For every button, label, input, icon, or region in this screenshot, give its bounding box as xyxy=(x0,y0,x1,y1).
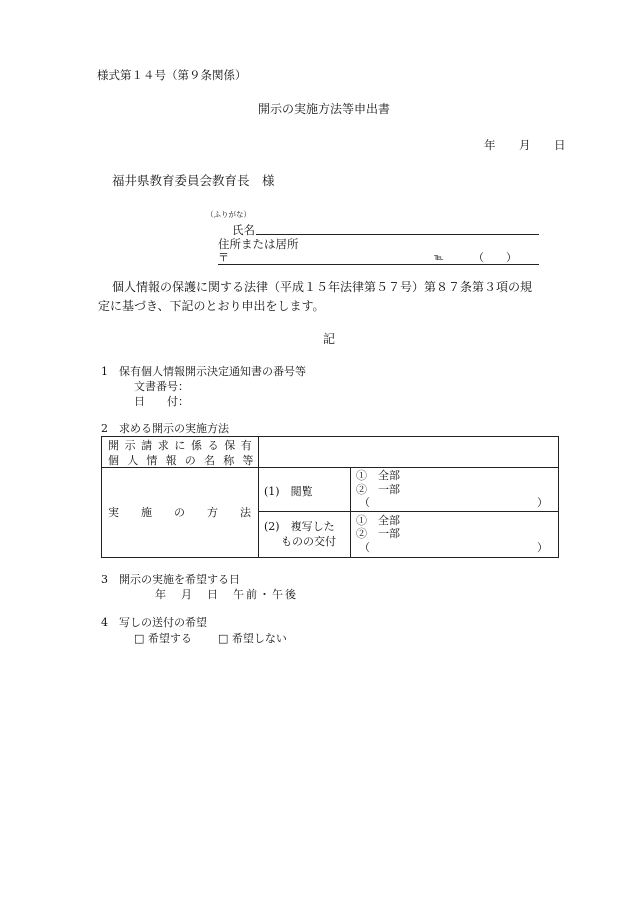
table-vline-2 xyxy=(350,467,351,558)
address-label: 住所または居所 xyxy=(218,237,299,251)
method1-paren-close: ） xyxy=(537,496,548,509)
option-wish-yes: □ 希望する xyxy=(134,632,192,645)
date-label: 日 付： xyxy=(134,395,189,408)
table-hline-1 xyxy=(101,467,559,468)
name-label: 氏名 xyxy=(232,223,255,237)
method1-paren-open: （ xyxy=(359,496,370,509)
row1-label-line-2-text: 個人情報の名称等 xyxy=(108,454,262,467)
section3-date: 年 月 日 午前・午後 xyxy=(155,588,298,601)
table-hline-2 xyxy=(258,511,559,512)
address-underline xyxy=(218,264,539,265)
method2-option-all: ① 全部 xyxy=(356,514,400,527)
method1-option-part: ② 一部 xyxy=(356,483,400,496)
section3-heading: 3 開示の実施を希望する日 xyxy=(101,573,240,586)
method2-option-part: ② 一部 xyxy=(356,527,400,540)
furigana-label: （ふりがな） xyxy=(206,210,251,219)
section1-heading: 1 保有個人情報開示決定通知書の番号等 xyxy=(101,365,306,378)
intro-line-2: 定に基づき、下記のとおり申出をします。 xyxy=(98,299,325,313)
method2-label-line-2: ものの交付 xyxy=(281,535,336,548)
date-line: 年 月 日 xyxy=(484,138,572,152)
form-number: 様式第１４号（第９条関係） xyxy=(97,68,247,82)
method1-label: (1) 閲覧 xyxy=(264,485,313,498)
method1-option-all: ① 全部 xyxy=(356,469,400,482)
option-wish-no: □ 希望しない xyxy=(218,632,287,645)
doc-number-label: 文書番号： xyxy=(134,380,189,393)
method2-paren-open: （ xyxy=(359,541,370,554)
intro-line-1: 個人情報の保護に関する法律（平成１５年法律第５７号）第８７条第３項の規 xyxy=(112,280,533,294)
tel-paren: （ ） xyxy=(473,251,517,264)
page-title: 開示の実施方法等申出書 xyxy=(258,102,391,116)
name-underline xyxy=(256,234,539,235)
method2-paren-close: ） xyxy=(537,541,548,554)
tel-mark: ℡ xyxy=(434,253,444,263)
method-label: 実施の方法 xyxy=(108,506,273,519)
ki-heading: 記 xyxy=(323,332,336,346)
section4-heading: 4 写しの送付の希望 xyxy=(101,616,207,629)
row1-label-line-1-text: 開示請求に係る保有 xyxy=(108,439,258,452)
postal-mark: 〒 xyxy=(218,251,229,264)
method2-label-line-1: (2) 複写した xyxy=(264,520,335,533)
section2-heading: 2 求める開示の実施方法 xyxy=(101,422,229,435)
recipient: 福井県教育委員会教育長 様 xyxy=(112,173,275,188)
